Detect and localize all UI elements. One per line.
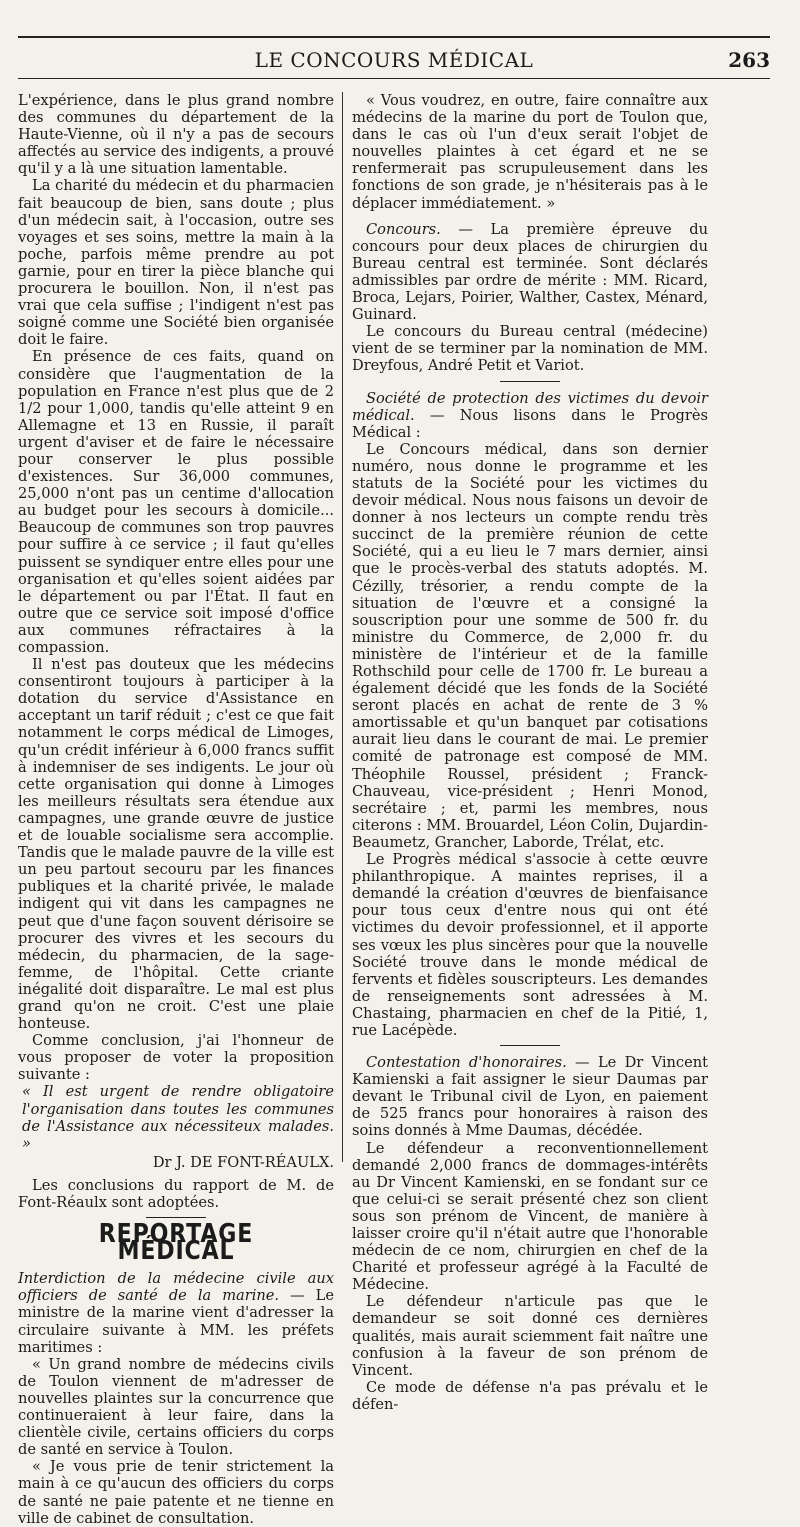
- article-paragraph: [18, 1270, 334, 1355]
- page-number: 263: [728, 48, 770, 72]
- article-text: — Le Dr Vincent Kamienski a fait assigner le sieur Daumas par devant le Tribunal civil de Lyon, en paiement de 525 francs pour honoraires à raison des soins donnés à Mme Daumas, décédée.: [352, 1054, 709, 1140]
- page-header: [18, 44, 770, 74]
- paragraph: Le défendeur n'articule pas que le demandeur se soit donné ces dernières qualités, mais aurait sciemment fait naître une confusion à la faveur de son prénom de Vincent.: [352, 1293, 708, 1379]
- separator-rule: [146, 1217, 206, 1218]
- right-column: [352, 92, 708, 1413]
- paragraph: Il n'est pas douteux que les médecins consentiront toujours à participer à la dotation du service d'Assistance en acceptant un tarif réduit ; c'est ce que fait notamment le corps médical de Limoges, qu'un crédit inférieur à 6,000 francs suffit à indemniser de ses indigents. Le jour où cette organisation qui donne à Limoges les meilleurs résultats sera étendue aux campagnes, une grande œuvre de justice et de louable socialisme sera accomplie. Tandis que le malade pauvre de la ville est un peu partout secouru par les finances publiques et la charité privée, le malade indigent qui vit dans les campagnes ne peut que d'une façon souvent dérisoire se procurer des vivres et les secours du médecin, du pharmacien, de la sage-femme, de l'hôpital. Cette criante inégalité doit disparaître. Le mal est plus grand qu'on ne croit. C'est une plaie honteuse.: [18, 656, 334, 1033]
- article-rubric: Interdiction de la médecine civile aux officiers de santé de la marine.: [18, 1270, 334, 1305]
- article-text: — Le ministre de la marine vient d'adresser la circulaire suivante à MM. les préfets maritimes :: [18, 1287, 335, 1356]
- paragraph: Le concours du Bureau central (médecine) vient de se terminer par la nomination de MM. Dreyfous, André Petit et Variot.: [352, 323, 708, 375]
- article-rubric: Société de protection des victimes du devoir médical.: [352, 389, 708, 424]
- article-rubric: Concours.: [366, 220, 441, 238]
- resolution-quote: « Il est urgent de rendre obligatoire l'organisation dans toutes les communes de l'Assistance aux nécessiteux malades. »: [22, 1083, 334, 1152]
- article-paragraph: [352, 221, 708, 324]
- article-paragraph: [352, 1054, 708, 1139]
- paragraph: « Je vous prie de tenir strictement la main à ce qu'aucun des officiers du corps de santé ne paie patente et ne tienne en ville de cabinet de consultation.: [18, 1458, 334, 1527]
- separator-rule: [500, 1045, 560, 1046]
- article-text: — Nous lisons dans le Progrès Médical :: [352, 406, 708, 441]
- paragraph: Le Progrès médical s'associe à cette œuvre philanthropique. A maintes reprises, il a demandé la création d'œuvres de bienfaisance pour tous ceux d'entre nous qui ont été victimes du devoir professionnel, et il apporte ses vœux les plus sincères pour que la nouvelle Société trouve dans le monde médical de fervents et fidèles souscripteurs. Les demandes de renseignements sont adressées à M. Chastaing, pharmacien en chef de la Pitié, 1, rue Lacépède.: [352, 851, 708, 1039]
- paragraph: « Un grand nombre de médecins civils de Toulon viennent de m'adresser de nouvelles plaintes sur la concurrence que continueraient à leur faire, dans la clientèle civile, certains officiers du corps de santé en service à Toulon.: [18, 1355, 334, 1459]
- paragraph: La charité du médecin et du pharmacien fait beaucoup de bien, sans doute ; plus d'un médecin sait, à l'occasion, outre ses voyages et ses soins, mettre la main à la poche, parfois même prendre au pot garnie, pour en tirer la pièce blanche qui procurera le bouillon. Non, il n'est pas vrai que cela suffise ; l'indigent n'est pas soigné comme une Société bien organisée doit le faire.: [18, 177, 334, 349]
- paragraph: Comme conclusion, j'ai l'honneur de vous proposer de voter la proposition suivante :: [18, 1032, 334, 1084]
- section-title: REPORTAGE MÉDICAL: [98, 1219, 254, 1267]
- column-divider: [342, 92, 343, 1162]
- paragraph: Les conclusions du rapport de M. de Font-Réaulx sont adoptées.: [18, 1176, 334, 1211]
- paragraph: En présence de ces faits, quand on considère que l'augmentation de la population en France n'est plus que de 2 1/2 pour 1,000, tandis qu'elle atteint 9 en Allemagne et 13 en Russie, il paraît urgent d'aviser et de faire le nécessaire pour conserver le plus possible d'existences. Sur 36,000 communes, 25,000 n'ont pas un centime d'allocation au budget pour les secours à domicile... Beaucoup de communes son trop pauvres pour suffire à ce service ; il faut qu'elles puissent se syndiquer entre elles pour une organisation et qu'elles soient aidées par le département ou par l'État. Il faut en outre que ce service soit imposé d'office aux communes réfractaires à la compassion.: [18, 348, 334, 656]
- paragraph: Le défendeur a reconventionnellement demandé 2,000 francs de dommages-intérêts au Dr Vincent Kamienski, en se fondant sur ce que celui-ci se serait présenté chez son client sous son prénom de Vincent, de manière à laisser croire qu'il n'était autre que l'honorable médecin de ce nom, chirurgien en chef de la Charité et professeur agrégé à la Faculté de Médecine.: [352, 1139, 708, 1294]
- article-paragraph: [352, 390, 708, 441]
- header-rule: [18, 78, 770, 79]
- separator-rule: [500, 381, 560, 382]
- left-column: [18, 92, 334, 1527]
- paragraph: Le Concours médical, dans son dernier numéro, nous donne le programme et les statuts de la Société pour les victimes du devoir médical. Nous nous faisons un devoir de donner à nos lecteurs un compte rendu très succinct de la première réunion de cette Société, qui a eu lieu le 7 mars dernier, ainsi que le procès-verbal des statuts adoptés. M. Cézilly, trésorier, a rendu compte de la situation de l'œuvre et a consigné la souscription pour une somme de 500 fr. du ministre du Commerce, de 2,000 fr. du ministère de l'intérieur et de la famille Rothschild pour celle de 1700 fr. Le bureau a également décidé que les fonds de la Société seront placés en achat de rente de 3 % amortissable et qu'un banquet par cotisations aurait lieu dans le courant de mai. Le premier comité de patronage est composé de MM. Théophile Roussel, président ; Franck-Chauveau, vice-président ; Henri Monod, secrétaire ; et, parmi les membres, nous citerons : MM. Brouardel, Léon Colin, Dujardin-Beaumetz, Grancher, Laborde, Trélat, etc.: [352, 440, 708, 851]
- paragraph: Ce mode de défense n'a pas prévalu et le défen-: [352, 1378, 708, 1413]
- paragraph: « Vous voudrez, en outre, faire connaître aux médecins de la marine du port de Toulon que, dans le cas où l'un d'eux serait l'objet de nouvelles plaintes à cet égard et ne se renfermerait pas scrupuleusement dans les fonctions de son grade, je n'hésiterais pas à le déplacer immédiatement. »: [352, 92, 708, 212]
- journal-title: LE CONCOURS MÉDICAL: [254, 48, 534, 72]
- article-text: — La première épreuve du concours pour deux places de chirurgien du Bureau central est terminée. Sont déclarés admissibles par ordre de mérite : MM. Ricard, Broca, Lejars, Poirier, Walther, Castex, Ménard, Guinard.: [352, 220, 708, 324]
- paragraph: L'expérience, dans le plus grand nombre des communes du département de la Haute-Vienne, où il n'y a pas de secours affectés au service des indigents, a prouvé qu'il y a là une situation lamentable.: [18, 92, 334, 178]
- top-rule: [18, 36, 770, 38]
- article-rubric: Contestation d'honoraires.: [366, 1054, 567, 1072]
- signature: Dr J. DE FONT-RÉAULX.: [152, 1153, 334, 1171]
